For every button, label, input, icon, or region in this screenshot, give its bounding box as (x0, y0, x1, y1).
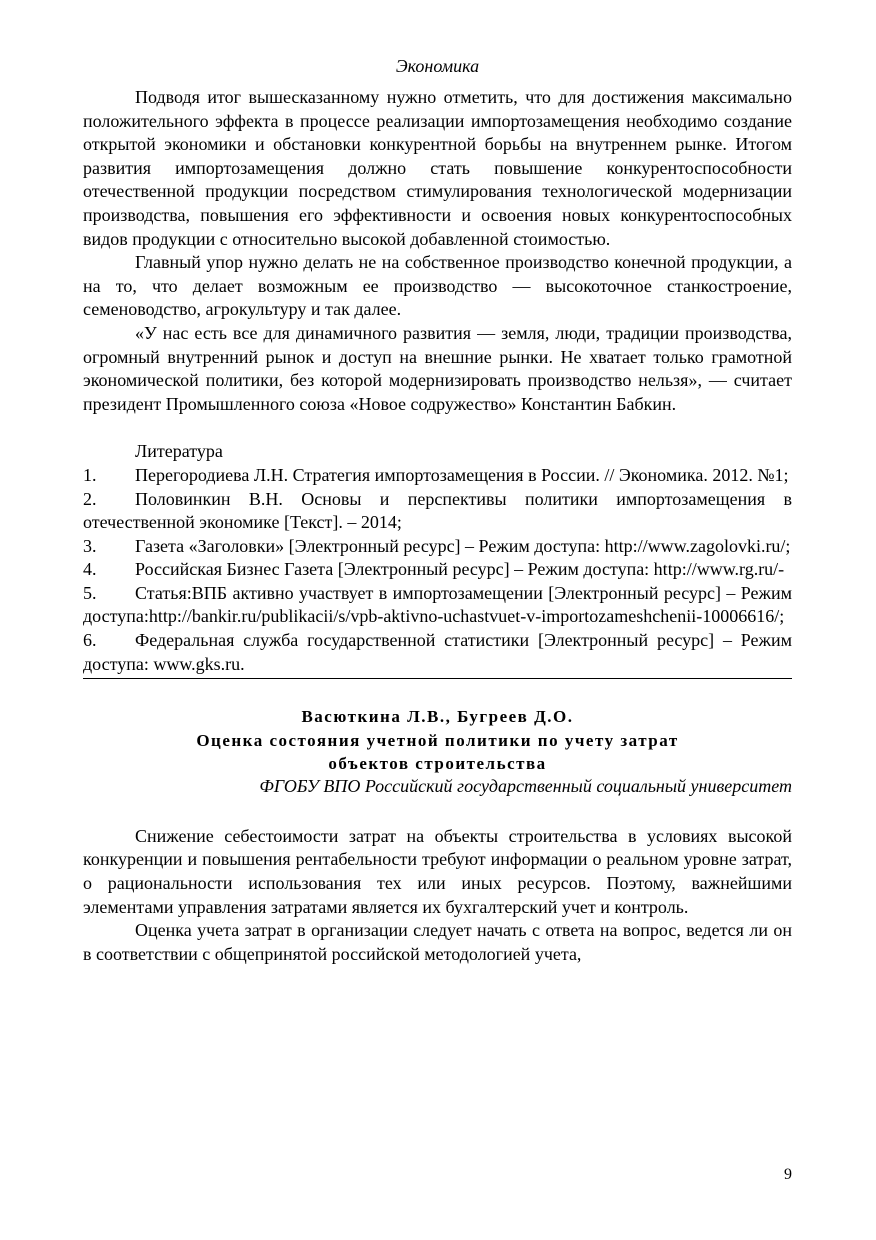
reference-number: 3. (83, 535, 97, 556)
article-title-line2: объектов строительства (328, 754, 547, 774)
page-number: 9 (784, 1166, 792, 1183)
reference-item (83, 629, 792, 676)
reference-number: 1. (83, 464, 97, 485)
reference-number: 6. (83, 630, 97, 651)
reference-item (83, 488, 792, 535)
article-authors: Васюткина Л.В., Бугреев Д.О. (301, 707, 574, 727)
reference-text: Перегородиева Л.Н. Стратегия импортозамещения в России. // Экономика. 2012. №1; (135, 464, 789, 485)
article-paragraph: Снижение себестоимости затрат на объекты строительства в условиях высокой конкуренции и повышения рентабельности требуют информации о реальном уровне затрат, о рациональности использования тех или иных ресурсов. Поэтому, важнейшими элементами управления затратами является их бухгалтерский учет и контроль. (83, 825, 792, 917)
literature-heading: Литература (135, 441, 223, 462)
reference-item (83, 558, 792, 582)
reference-item (83, 582, 792, 629)
reference-text: Федеральная служба государственной статистики [Электронный ресурс] – Режим доступа: www.gks.ru. (83, 630, 792, 674)
reference-number: 2. (83, 488, 97, 509)
section-divider (83, 678, 792, 679)
article-title-line1: Оценка состояния учетной политики по учету затрат (196, 731, 679, 751)
reference-text: Российская Бизнес Газета [Электронный ресурс] – Режим доступа: http://www.rg.ru/- (135, 559, 785, 580)
reference-item (83, 535, 792, 559)
reference-item (83, 464, 792, 488)
article-affiliation: ФГОБУ ВПО Российский государственный социальный университет (259, 776, 792, 797)
reference-number: 5. (83, 582, 97, 603)
body-paragraph: Главный упор нужно делать не на собственное производство конечной продукции, а на то, что делает возможным ее производство — высокоточное станкостроение, семеноводство, агрокультуру и так далее. (83, 252, 792, 320)
reference-text: Половинкин В.Н. Основы и перспективы политики импортозамещения в отечественной экономике [Текст]. – 2014; (83, 488, 792, 533)
body-paragraph: «У нас есть все для динамичного развития — земля, люди, традиции производства, огромный внутренний рынок и доступ на внешние рынки. Не хватает только грамотной экономической политики, без которой модернизировать производство нельзя», — считает президент Промышленного союза «Новое содружество» Константин Бабкин. (83, 322, 792, 414)
reference-text: Газета «Заголовки» [Электронный ресурс] – Режим доступа: http://www.zagolovki.ru/; (135, 535, 791, 556)
reference-list (83, 464, 792, 676)
running-header: Экономика (395, 56, 480, 76)
reference-text: Статья:ВПБ активно участвует в импортозамещении [Электронный ресурс] – Режим доступа:http://bankir.ru/publikacii/s/vpb-aktivno-uchastvuet-v-importozameshchenii-10006616/; (83, 582, 792, 627)
body-paragraph: Подводя итог вышесказанному нужно отметить, что для достижения максимально положительного эффекта в процессе реализации импортозамещения необходимо создание открытой экономики и обстановки конкурентной борьбы на внутреннем рынке. Итогом развития импортозамещения должно стать повышение конкурентоспособности отечественной продукции посредством стимулирования технологической модернизации производства, повышения его эффективности и освоения новых конкурентоспособных видов продукции с относительно высокой добавленной стоимостью. (83, 87, 792, 249)
reference-number: 4. (83, 559, 97, 580)
document-page (83, 54, 792, 966)
article-paragraph: Оценка учета затрат в организации следует начать с ответа на вопрос, ведется ли он в соответствии с общепринятой российской методологией учета, (83, 920, 792, 964)
